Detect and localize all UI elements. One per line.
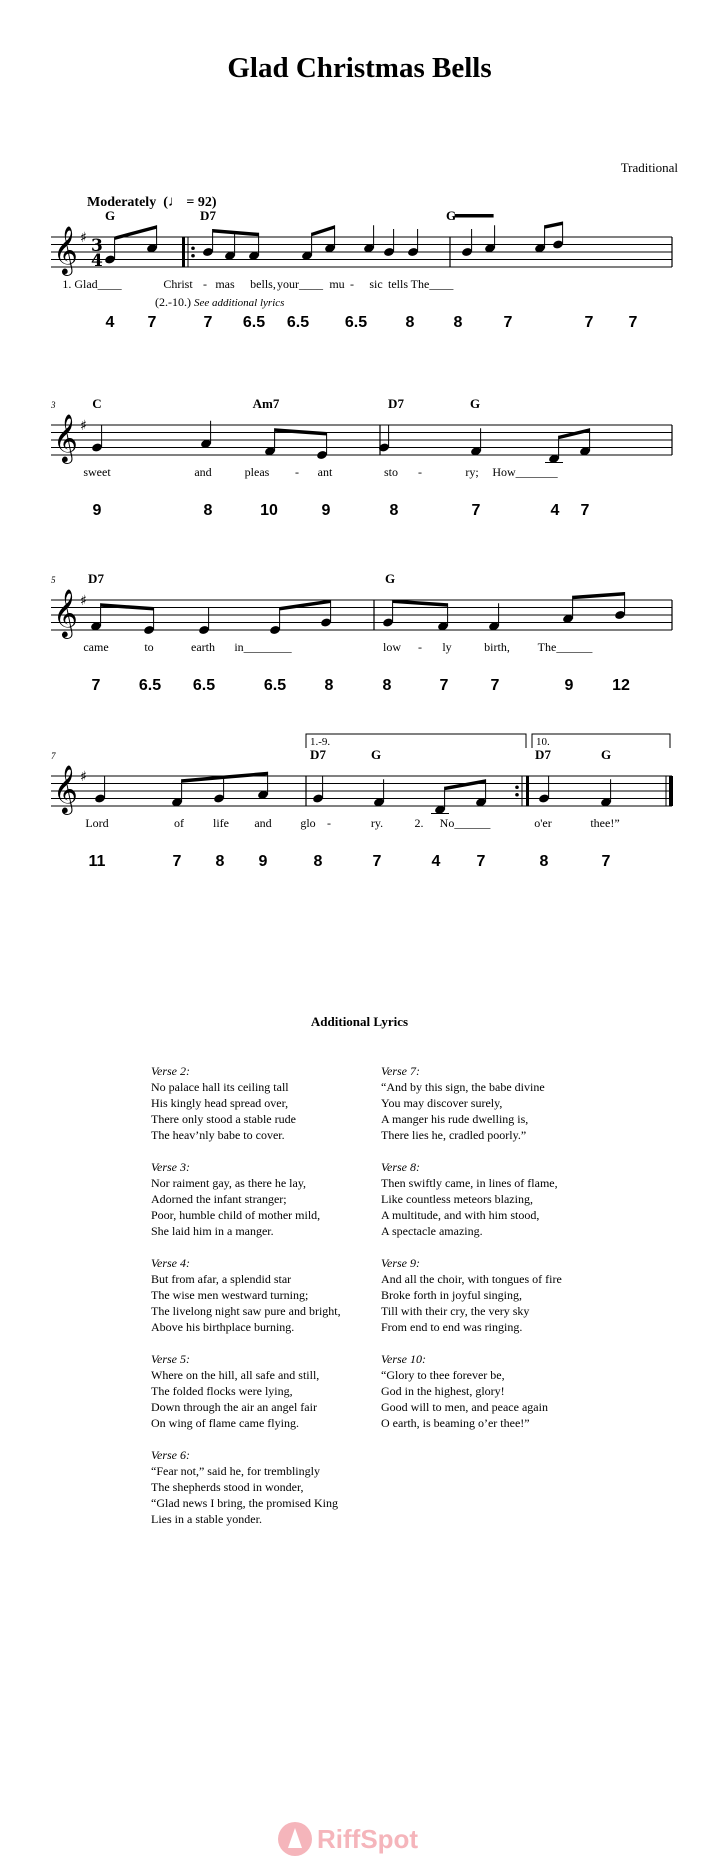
chord-symbol: D7	[88, 571, 104, 586]
verse-note-range: (2.-10.)	[155, 295, 194, 309]
verse-line: Nor raiment gay, as there he lay,	[151, 1176, 307, 1190]
verse-line: “Glory to thee forever be,	[381, 1368, 505, 1382]
scale-number: 7	[584, 314, 594, 331]
scale-number: 4	[550, 502, 560, 519]
tempo-marking: Moderately (♩ = 92)	[87, 194, 217, 210]
lyric-syllable: in________	[234, 640, 292, 654]
scale-number: 8	[382, 677, 392, 694]
measure-number: 7	[51, 751, 56, 761]
scale-number: 7	[147, 314, 157, 331]
scale-number: 7	[503, 314, 513, 331]
verse-line: Like countless meteors blazing,	[381, 1192, 533, 1206]
lyric-syllable: ry.	[370, 816, 384, 830]
verse-label: Verse 9:	[381, 1256, 420, 1270]
lyric-syllable: sto	[383, 465, 399, 479]
scale-number: 10	[260, 502, 278, 519]
lyric-syllable: mas	[215, 277, 235, 291]
measure-number: 5	[51, 575, 56, 585]
scale-number: 8	[405, 314, 415, 331]
verse-line: The heav’nly babe to cover.	[151, 1128, 285, 1142]
verse-label: Verse 8:	[381, 1160, 420, 1174]
scale-number: 11	[88, 853, 106, 870]
verse-line: “And by this sign, the babe divine	[381, 1080, 545, 1094]
riffspot-logo	[275, 1818, 450, 1865]
chord-symbol: D7	[388, 396, 404, 411]
verse-line: No palace hall its ceiling tall	[151, 1080, 289, 1094]
verse-line: But from afar, a splendid star	[151, 1272, 292, 1286]
lyric-syllable: and	[194, 465, 212, 479]
scale-number: 6.5	[192, 677, 216, 694]
scale-number: 7	[471, 502, 481, 519]
scale-number: 7	[439, 677, 449, 694]
verse-line: Poor, humble child of mother mild,	[151, 1208, 321, 1222]
scale-number: 8	[313, 853, 323, 870]
verse-block	[381, 1063, 611, 1143]
lyric-syllable: to	[144, 640, 154, 654]
scale-number: 8	[215, 853, 225, 870]
key-signature-sharp-icon: ♯	[80, 593, 87, 609]
chord-symbol: D7	[200, 208, 216, 223]
scale-number: 7	[628, 314, 638, 331]
verse-line: “Fear not,” said he, for tremblingly	[151, 1464, 320, 1478]
page-title: Glad Christmas Bells	[227, 52, 492, 84]
scale-number: 6.5	[138, 677, 162, 694]
quarter-note-icon: ♩	[167, 194, 183, 210]
lyric-syllable: Lord	[85, 816, 109, 830]
verse-block	[381, 1351, 611, 1431]
verse-line: She laid him in a manger.	[151, 1224, 274, 1238]
time-signature-bottom: 4	[91, 251, 103, 271]
tempo-bpm: 92	[197, 195, 212, 210]
verse-block	[151, 1159, 361, 1239]
see-additional-lyrics-note: See additional lyrics	[194, 297, 285, 309]
verse-line: The wise men westward turning;	[151, 1288, 309, 1302]
lyric-syllable: tells	[388, 277, 408, 291]
scale-number: 6.5	[344, 314, 368, 331]
scale-number: 7	[580, 502, 590, 519]
verse-line: There lies he, cradled poorly.”	[381, 1128, 527, 1142]
verse-line: There only stood a stable rude	[151, 1112, 296, 1126]
lyric-syllable: -	[203, 277, 207, 291]
verse-label: Verse 3:	[151, 1160, 190, 1174]
verse-line: “Glad news I bring, the promised King	[151, 1496, 338, 1510]
lyric-syllable: -	[327, 816, 331, 830]
scale-number: 9	[258, 853, 268, 870]
verse-line: Till with their cry, the very sky	[381, 1304, 530, 1318]
chord-symbol: C	[92, 396, 102, 411]
scale-number: 12	[612, 677, 630, 694]
treble-clef-icon: 𝄞	[53, 413, 78, 462]
scale-number: 8	[203, 502, 213, 519]
scale-number: 8	[324, 677, 334, 694]
lyric-syllable: thee!”	[590, 816, 620, 830]
time-signature-top: 3	[91, 236, 103, 256]
verse-line: A multitude, and with him stood,	[381, 1208, 540, 1222]
verse-label: Verse 2:	[151, 1064, 190, 1078]
verse-line: Where on the hill, all safe and still,	[151, 1368, 320, 1382]
scale-number: 7	[372, 853, 382, 870]
scale-number: 6.5	[286, 314, 310, 331]
key-signature-sharp-icon: ♯	[80, 230, 87, 246]
lyric-syllable: The____	[410, 277, 454, 291]
verse-line: Broke forth in joyful singing,	[381, 1288, 522, 1302]
lyric-syllable: pleas	[244, 465, 270, 479]
lyric-syllable: sic	[369, 277, 383, 291]
verse-line: Above his birthplace burning.	[151, 1320, 295, 1334]
chord-symbol: G	[370, 747, 382, 762]
lyric-syllable: earth	[191, 640, 215, 654]
scale-number: 7	[476, 853, 486, 870]
lyric-syllable: sweet	[83, 465, 111, 479]
treble-clef-icon: 𝄞	[53, 225, 78, 274]
tempo-label: Moderately	[87, 195, 157, 210]
lyric-syllable: -	[418, 640, 422, 654]
verse-line: His kingly head spread over,	[151, 1096, 289, 1110]
chord-symbol: G	[384, 571, 396, 586]
scale-number: 4	[431, 853, 441, 870]
chord-symbol: G	[600, 747, 612, 762]
composer-credit: Traditional	[620, 160, 678, 175]
key-signature-sharp-icon: ♯	[80, 769, 87, 785]
verse-line: The folded flocks were lying,	[151, 1384, 293, 1398]
measure-number: 3	[51, 400, 56, 410]
scale-number: 4	[105, 314, 115, 331]
ending-label: 10.	[536, 736, 550, 748]
chord-symbol: D7	[310, 747, 326, 762]
verse-block	[151, 1063, 361, 1143]
scale-number: 7	[490, 677, 500, 694]
lyric-syllable: No______	[439, 816, 491, 830]
lyric-syllable: -	[350, 277, 354, 291]
verse-label: Verse 10:	[381, 1352, 426, 1366]
chord-symbol: D7	[535, 747, 551, 762]
lyric-syllable: low	[383, 640, 401, 654]
verses-left-column	[151, 1063, 361, 1543]
verse-label: Verse 5:	[151, 1352, 190, 1366]
verse-line: Down through the air an angel fair	[151, 1400, 317, 1414]
scale-number: 7	[601, 853, 611, 870]
scale-number: 9	[92, 502, 102, 519]
scale-number: 7	[91, 677, 101, 694]
treble-clef-icon: 𝄞	[53, 588, 78, 637]
verse-block	[151, 1447, 361, 1527]
scale-number: 7	[172, 853, 182, 870]
lyric-syllable: 1. Glad____	[62, 277, 122, 291]
lyric-syllable: ly	[442, 640, 452, 654]
lyric-syllable: of	[174, 816, 184, 830]
verse-line: Lies in a stable yonder.	[151, 1512, 262, 1526]
verse-line: You may discover surely,	[381, 1096, 503, 1110]
lyric-syllable: mu	[329, 277, 345, 291]
verse-line: O earth, is beaming o’er thee!”	[381, 1416, 530, 1430]
verse-line: The livelong night saw pure and bright,	[151, 1304, 341, 1318]
ending-label: 1.-9.	[310, 736, 331, 748]
verse-note	[155, 295, 284, 310]
additional-lyrics-title: Additional Lyrics	[310, 1014, 409, 1029]
key-signature-sharp-icon: ♯	[80, 418, 87, 434]
lyric-syllable: Christ	[163, 277, 193, 291]
lyric-syllable: -	[295, 465, 299, 479]
riffspot-logo-icon	[275, 1818, 450, 1860]
verse-block	[151, 1351, 361, 1431]
chord-symbol: Am7	[252, 396, 280, 411]
scale-number: 9	[321, 502, 331, 519]
verses-right-column	[381, 1063, 611, 1447]
chord-symbol: G	[469, 396, 481, 411]
lyric-syllable: your____	[277, 277, 323, 291]
lyric-syllable: -	[418, 465, 422, 479]
lyric-syllable: glo	[300, 816, 316, 830]
svg-text:RiffSpot: RiffSpot	[317, 1824, 419, 1854]
treble-clef-icon: 𝄞	[53, 764, 78, 813]
scale-number: 8	[389, 502, 399, 519]
verse-line: Adorned the infant stranger;	[151, 1192, 287, 1206]
verse-line: Then swiftly came, in lines of flame,	[381, 1176, 558, 1190]
verse-block	[381, 1159, 611, 1239]
verse-label: Verse 4:	[151, 1256, 190, 1270]
verse-block	[151, 1255, 361, 1335]
verse-line: From end to end was ringing.	[381, 1320, 523, 1334]
lyric-syllable: How_______	[492, 465, 558, 479]
scale-number: 7	[203, 314, 213, 331]
lyric-syllable: and	[254, 816, 272, 830]
verse-block	[381, 1255, 611, 1335]
scale-number: 6.5	[242, 314, 266, 331]
verse-line: God in the highest, glory!	[381, 1384, 505, 1398]
lyric-syllable: 2.	[414, 816, 424, 830]
lyric-syllable: bells,	[250, 277, 276, 291]
verse-line: A manger his rude dwelling is,	[381, 1112, 529, 1126]
scale-number: 9	[564, 677, 574, 694]
verse-line: A spectacle amazing.	[381, 1224, 483, 1238]
verse-line: On wing of flame came flying.	[151, 1416, 299, 1430]
lyric-syllable: The______	[537, 640, 593, 654]
lyric-syllable: ant	[317, 465, 333, 479]
lyric-syllable: came	[83, 640, 109, 654]
lyric-syllable: o'er	[534, 816, 552, 830]
lyric-syllable: life	[213, 816, 229, 830]
lyric-syllable: ry;	[465, 465, 479, 479]
verse-line: The shepherds stood in wonder,	[151, 1480, 304, 1494]
scale-number: 8	[453, 314, 463, 331]
scale-number: 6.5	[263, 677, 287, 694]
chord-symbol: G	[104, 208, 116, 223]
verse-label: Verse 7:	[381, 1064, 420, 1078]
verse-line: And all the choir, with tongues of fire	[381, 1272, 562, 1286]
lyric-syllable: birth,	[484, 640, 510, 654]
scale-number: 8	[539, 853, 549, 870]
verse-label: Verse 6:	[151, 1448, 190, 1462]
verse-line: Good will to men, and peace again	[381, 1400, 548, 1414]
chord-symbol: G	[445, 208, 457, 223]
